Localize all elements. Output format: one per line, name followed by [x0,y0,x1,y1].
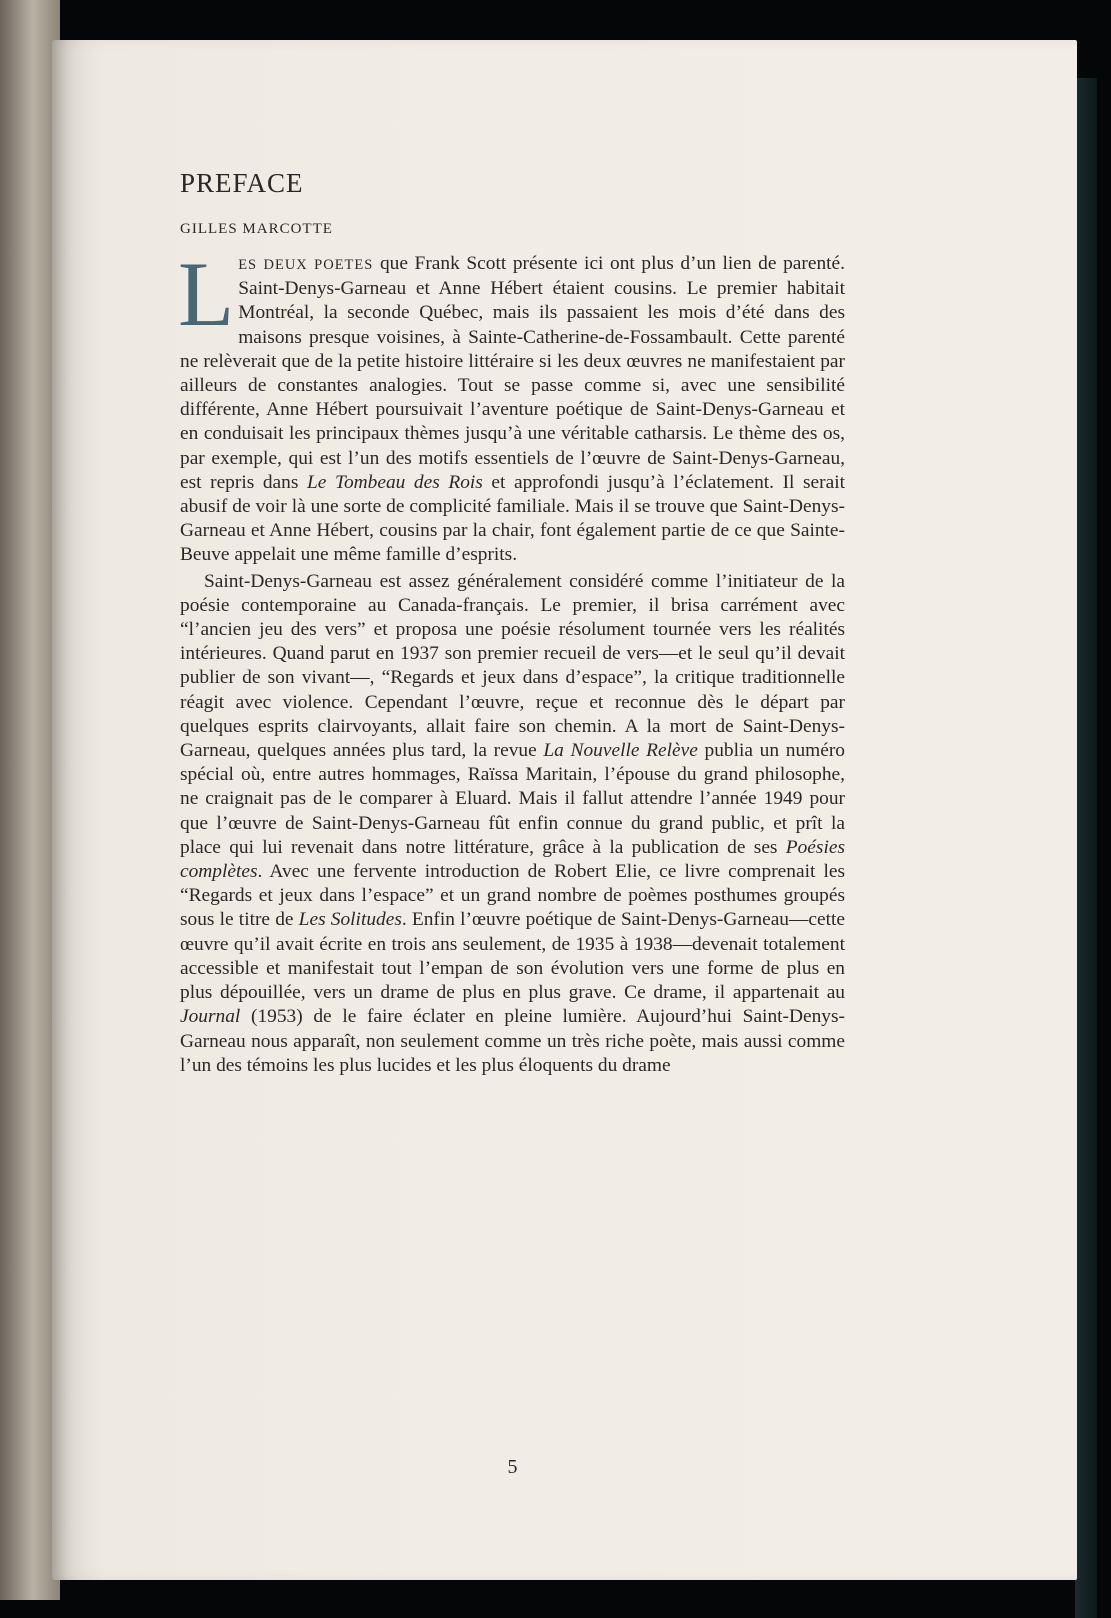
adjacent-page-edge [0,0,60,1600]
book-title: Le Tombeau des Rois [306,471,483,493]
text-span: Saint-Denys-Garneau est assez généralement considéré comme l’initiateur de la poésie contemporaine au Canada-français. Le premier, il brisa carrément avec “l’ancien jeu des vers” et proposa une poésie résolument tournée vers les réalités intérieures. Quand parut en 1937 son premier recueil de vers—et le seul qu’il devait publier de son vivant—, “Regards et jeux dans d’espace”, la critique traditionnelle réagit avec violence. Cependant l’œuvre, reçue et reconnue dès le départ par quelques esprits clairvoyants, allait faire son chemin. A la mort de Saint-Denys-Garneau, quelques années plus tard, la revue [180,570,845,762]
book-title: Journal [180,1006,241,1028]
text-span: publia un numéro spécial où, entre autres hommages, Raïssa Maritain, l’épouse du grand philosophe, ne craignait pas de le comparer à Eluard. Mais il fallut attendre l’année 1949 pour que l’œuvre de Saint-Denys-Garneau fût enfin connue du grand public, et prît la place qui lui revenait dans notre littérature, grâce à la publication de ses [180,740,845,858]
page-number: 5 [507,1456,518,1478]
paragraph-1 [178,243,845,568]
text-span: (1953) de le faire éclater en pleine lumière. Aujourd’hui Saint-Denys-Garneau nous apparaît, non seulement comme un très riche poète, mais aussi comme l’un des témoins les plus lucides et les plus éloquents du drame [180,1006,845,1076]
paragraph-2 [180,570,845,1078]
drop-cap-letter: L [178,243,235,345]
book-page [52,40,1077,1580]
page-content [178,168,845,1478]
book-title: Poésies complètes [180,836,845,883]
text-span: . Enfin l’œuvre poétique de Saint-Denys-Garneau—cette œuvre qu’il avait écrite en trois ans seulement, de 1935 à 1938—devenait totalement accessible et manifestait tout l’empan de son évolution vers une forme de plus en plus dépouillée, vers un drame de plus en plus grave. Ce drame, il appartenait au [180,909,845,1004]
journal-title: La Nouvelle Relève [543,740,698,762]
page-title: PREFACE [180,168,304,198]
author-name: GILLES MARCOTTE [180,221,333,237]
book-title: Les Solitudes [298,909,402,931]
lead-smallcaps: ES DEUX POETES [238,257,374,273]
text-span: et approfondi jusqu’à l’éclatement. Il serait abusif de voir là une sorte de complicité familiale. Mais il se trouve que Saint-Denys-Garneau et Anne Hébert, cousins par la chair, font également partie de ce que Sainte-Beuve appelait une même famille d’esprits. [180,471,845,566]
text-span: que Frank Scott présente ici ont plus d’un lien de parenté. Saint-Denys-Garneau et Anne Hébert étaient cousins. Le premier habitait Montréal, la seconde Québec, mais ils passaient les mois d’été dans des maisons presque voisines, à Sainte-Catherine-de-Fossambault. Cette parenté ne relèverait que de la petite histoire littéraire si les deux œuvres ne manifestaient par ailleurs de constantes analogies. Tout se passe comme si, avec une sensibilité différente, Anne Hébert poursuivait l’aventure poétique de Saint-Denys-Garneau et en conduisait les principaux thèmes jusqu’à une véritable catharsis. Le thème des os, par exemple, qui est l’un des motifs essentiels de l’œuvre de Saint-Denys-Garneau, est repris dans [180,253,845,493]
text-span: . Avec une fervente introduction de Robert Elie, ce livre comprenait les “Regards et jeux dans l’espace” et un grand nombre de poèmes posthumes groupés sous le titre de [180,861,845,931]
book-cover-edge [1075,78,1097,1618]
